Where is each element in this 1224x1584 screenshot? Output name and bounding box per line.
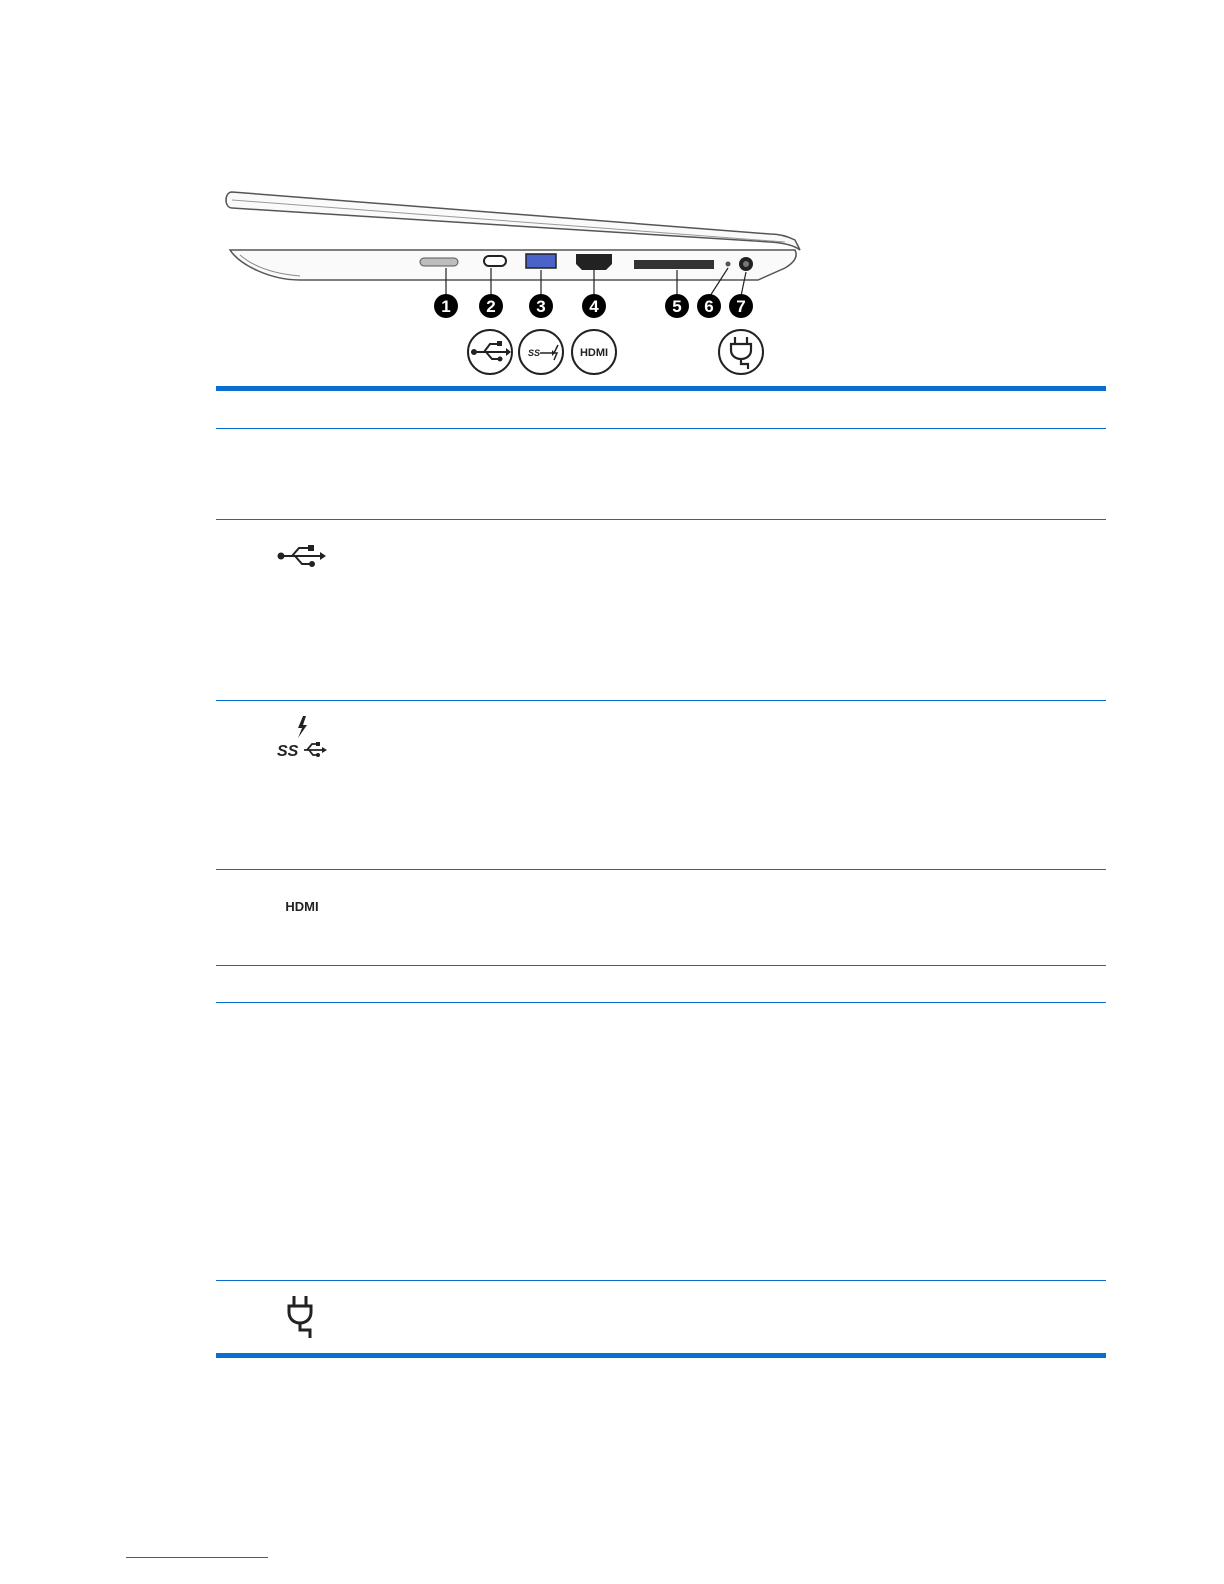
- port-4-hdmi: [576, 254, 612, 270]
- port-3-usb-a: [526, 254, 556, 268]
- hdmi-icon: [572, 330, 616, 374]
- callout-1: [434, 294, 458, 318]
- callout-4: [582, 294, 606, 318]
- svg-text:5: 5: [672, 297, 682, 316]
- hdmi-icon: [276, 896, 328, 916]
- usb-icon: [468, 330, 512, 374]
- hdmi-icon-text: HDMI: [579, 347, 609, 359]
- port-1-slot: [420, 258, 458, 266]
- port-5-card-slot: [634, 260, 714, 269]
- port-2-usb-c: [484, 256, 506, 266]
- table-top-rule: [216, 386, 1106, 391]
- hdmi-icon-text: HDMI: [285, 899, 319, 914]
- power-connector-icon: [276, 1294, 328, 1342]
- row-6-bottom-rule: [216, 1280, 1106, 1281]
- row-5-bottom-rule: [216, 1002, 1106, 1003]
- svg-text:SS: SS: [277, 743, 299, 760]
- svg-text:1: 1: [441, 297, 451, 316]
- row-3-bottom-rule: [216, 869, 1106, 870]
- callout-6: [697, 294, 721, 318]
- svg-text:2: 2: [486, 297, 496, 316]
- usb-superspeed-charging-icon: [276, 714, 328, 760]
- laptop-side-illustration: [210, 180, 810, 385]
- power-connector-icon: [719, 330, 763, 374]
- callout-2: [479, 294, 503, 318]
- callout-7: [729, 294, 753, 318]
- svg-text:3: 3: [536, 297, 546, 316]
- usb-icon: [276, 544, 328, 568]
- svg-text:4: 4: [589, 297, 599, 316]
- svg-text:6: 6: [704, 297, 714, 316]
- svg-text:SS: SS: [528, 348, 541, 358]
- callout-3: [529, 294, 553, 318]
- header-bottom-rule: [216, 428, 1106, 429]
- usb-superspeed-charging-icon: [519, 330, 563, 374]
- row-2-bottom-rule: [216, 700, 1106, 701]
- svg-text:7: 7: [736, 297, 746, 316]
- port-6-light: [726, 262, 731, 267]
- callout-5: [665, 294, 689, 318]
- row-1-bottom-rule: [216, 519, 1106, 520]
- row-4-bottom-rule: [216, 965, 1106, 966]
- table-bottom-rule: [216, 1353, 1106, 1358]
- footer-rule: [126, 1557, 268, 1558]
